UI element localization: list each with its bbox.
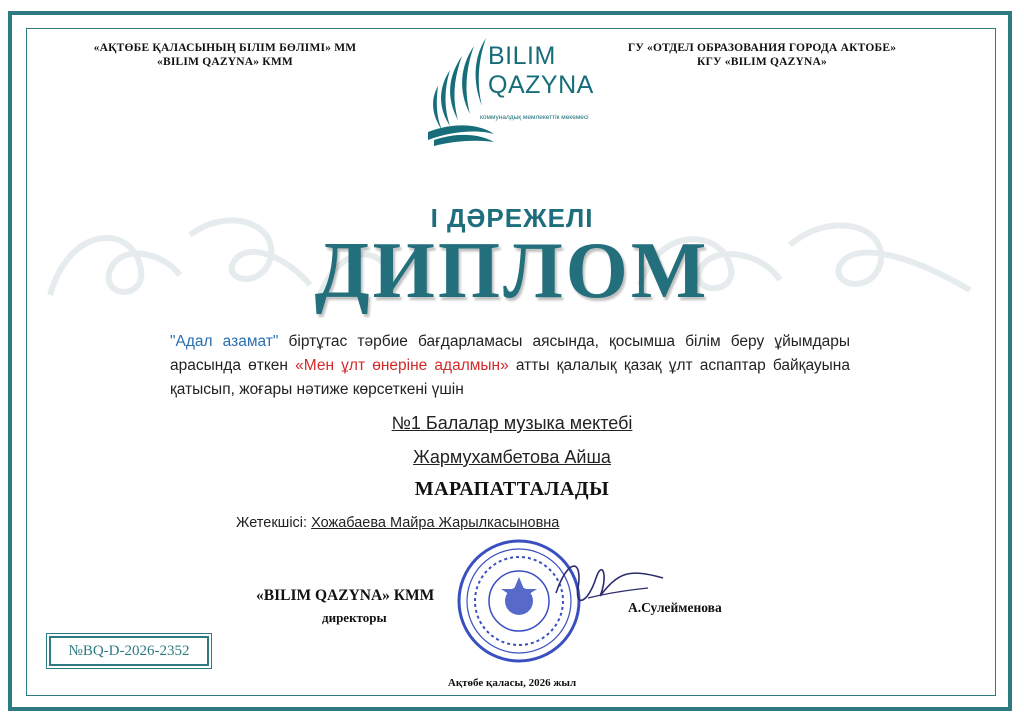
header-right-line1: ГУ «ОТДЕЛ ОБРАЗОВАНИЯ ГОРОДА АКТОБЕ» <box>627 42 897 54</box>
para-text-2: атты қалалық қазақ ұлт аспаптар байқауына қатысып, жоғары нәтиже көрсеткені үшін <box>170 357 850 398</box>
header-right-line2: КГУ «BILIM QAZYNA» <box>697 56 827 68</box>
logo-line1: BILIM <box>488 42 556 70</box>
teacher-line <box>236 515 559 531</box>
logo-line2: QAZYNA <box>488 71 594 99</box>
header-right <box>592 41 932 69</box>
logo-subtitle: коммуналдық мемлекеттік мекемесі <box>480 114 589 121</box>
diploma-degree: І ДӘРЕЖЕЛІ <box>430 203 594 233</box>
teacher-name: Хожабаева Майра Жарылкасыновна <box>311 515 560 531</box>
city-year: Ақтөбе қаласы, 2026 жыл <box>447 677 577 689</box>
header-left-line1: «АҚТӨБЕ ҚАЛАСЫНЫҢ БІЛІМ БӨЛІМІ» ММ <box>93 42 357 54</box>
registration-number: №BQ-D-2026-2352 <box>49 636 209 666</box>
director-role: директоры <box>322 610 387 625</box>
header-left <box>60 41 390 69</box>
student-name: Жармухамбетова Айша <box>413 447 611 467</box>
header-left-line2: «BILIM QAZYNA» КММ <box>157 56 293 68</box>
teacher-label: Жетекшісі: <box>236 515 312 531</box>
para-text-1: біртұтас тәрбие бағдарламасы аясында, қосымша білім беру ұйымдары арасында өткен <box>170 333 850 374</box>
diploma-title: ДИПЛОМ <box>314 227 710 315</box>
program-name: "Адал азамат" <box>170 333 279 350</box>
diploma-paragraph <box>170 330 850 402</box>
logo-text <box>488 42 594 100</box>
contest-name: «Мен ұлт өнеріне адалмын» <box>295 357 509 374</box>
school-name: №1 Балалар музыка мектебі <box>391 413 633 433</box>
organization-name: «BILIM QAZYNA» КММ <box>256 587 435 604</box>
award-word: МАРАПАТТАЛАДЫ <box>414 478 610 500</box>
director-name: А.Сулейменова <box>628 600 722 615</box>
